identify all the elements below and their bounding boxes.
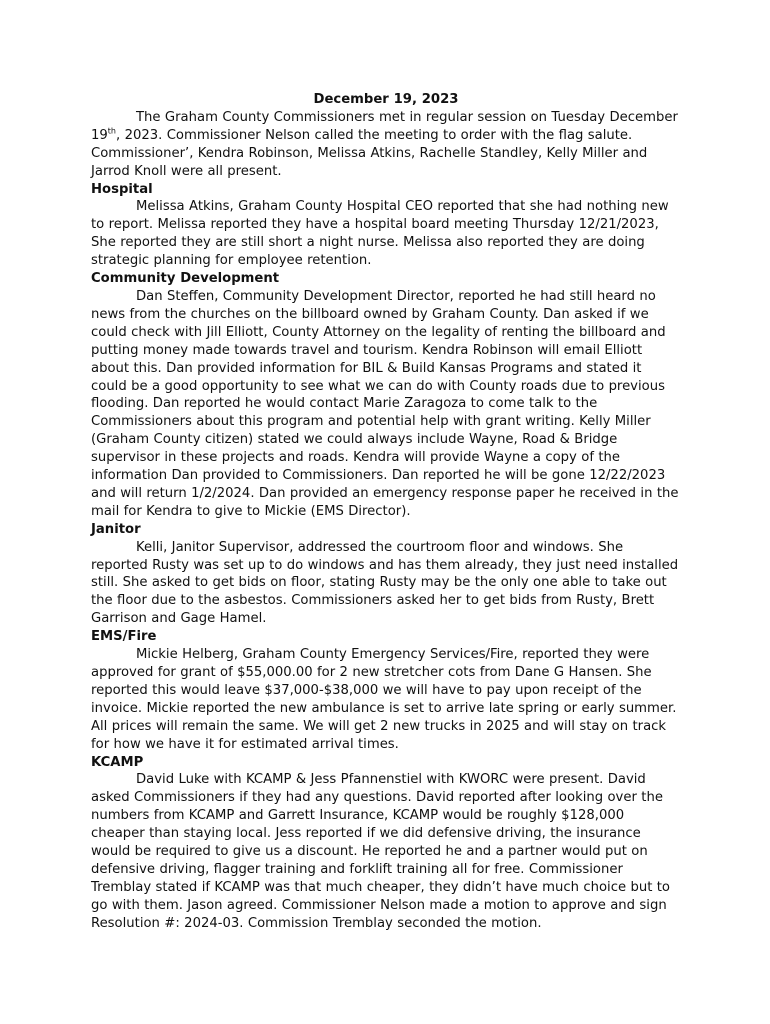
meeting-date: December 19, 2023 xyxy=(313,92,459,107)
section-text-ems-fire: Mickie Helberg, Graham County Emergency Services/Fire, reported they were approved for grant of $55,000.00 for 2 new stretcher cots from Dane G Hansen. She reported this would leave $37,000-$38,000 we will have to pay upon receipt of the invoice. Mickie reported the new ambulance is set to arrive late spring or early summer. All prices will remain the same. We will get 2 new trucks in 2025 and will stay on track for how we have it for estimated arrival times. xyxy=(91,647,677,752)
section-text-kcamp: David Luke with KCAMP & Jess Pfannenstiel with KWORC were present. David asked Commissioners if they had any questions. David reported after looking over the numbers from KCAMP and Garrett Insurance, KCAMP would be roughly $128,000 cheaper than staying local. Jess reported if we did defensive driving, the insurance would be required to give us a discount. He reported he and a partner would put on defensive driving, flagger training and forklift training all for free. Commissioner Tremblay stated if KCAMP was that much cheaper, they didn’t have much choice but to go with them. Jason agreed. Commissioner Nelson made a motion to approve and sign Resolution #: 2024-03. Commission Tremblay seconded the motion. xyxy=(91,772,671,931)
ordinal-suffix: th xyxy=(107,126,116,136)
section-heading-kcamp: KCAMP xyxy=(91,754,144,770)
section-heading-hospital: Hospital xyxy=(91,181,153,197)
section-text-janitor: Kelli, Janitor Supervisor, addressed the courtroom floor and windows. She reported Rusty was set up to do windows and has them already, they just need installed still. She asked to get bids on floor, stating Rusty may be the only one able to take out the floor due to the asbestos. Commissioners asked her to get bids from Rusty, Brett Garrison and Gage Hamel. xyxy=(91,539,679,627)
section-heading-community-development: Community Development xyxy=(91,271,280,287)
intro-text-start: The Graham County Commissioners met in regular session on Tuesday December 19 xyxy=(91,109,678,143)
intro-text-end: , 2023. Commissioner Nelson called the meeting to order with the flag salute. Commissioner’, Kendra Robinson, Melissa Atkins, Rachelle Standley, Kelly Miller and Jarrod Knoll were all present. xyxy=(91,127,648,179)
section-heading-ems-fire: EMS/Fire xyxy=(91,629,157,645)
section-heading-janitor: Janitor xyxy=(91,521,141,537)
intro-paragraph xyxy=(91,109,681,181)
section-text-community-development: Dan Steffen, Community Development Director, reported he had still heard no news from the churches on the billboard owned by Graham County. Dan asked if we could check with Jill Elliott, County Attorney on the legality of renting the billboard and putting money made towards travel and tourism. Kendra Robinson will email Elliott about this. Dan provided information for BIL & Build Kansas Programs and stated it could be a good opportunity to see what we can do with County roads due to previous flooding. Dan reported he would contact Marie Zaragoza to come talk to the Commissioners about this program and potential help with grant writing. Kelly Miller (Graham County citizen) stated we could always include Wayne, Road & Bridge supervisor in these projects and roads. Kendra will provide Wayne a copy of the information Dan provided to Commissioners. Dan reported he will be gone 12/22/2023 and will return 1/2/2024. Dan provided an emergency response paper he received in the mail for Kendra to give to Mickie (EMS Director). xyxy=(91,288,679,519)
document-page xyxy=(91,91,681,933)
section-text-hospital: Melissa Atkins, Graham County Hospital CEO reported that she had nothing new to report. Melissa reported they have a hospital board meeting Thursday 12/21/2023, She reported they are still short a night nurse. Melissa also reported they are doing strategic planning for employee retention. xyxy=(91,199,669,269)
